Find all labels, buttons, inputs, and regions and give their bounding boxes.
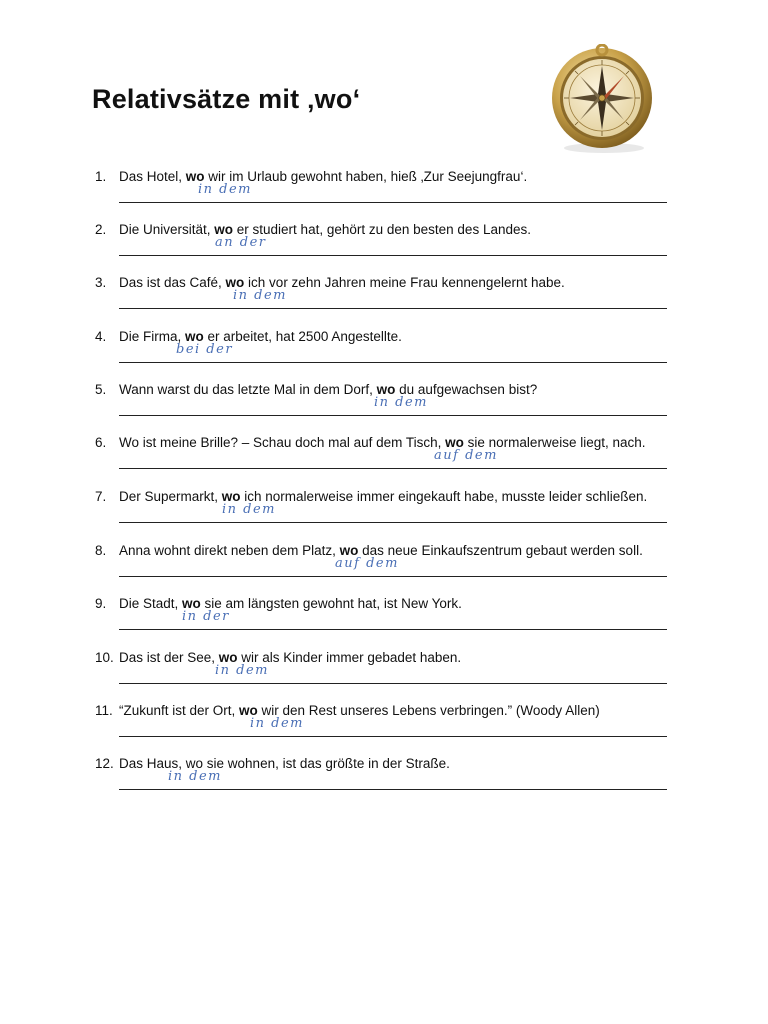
- handwritten-answer: in dem: [215, 663, 270, 678]
- list-item: [0, 168, 768, 222]
- answer-line[interactable]: [119, 468, 667, 469]
- list-item: [0, 755, 768, 809]
- item-number: 10.: [95, 650, 114, 665]
- page-title: Relativsätze mit ‚wo‘: [92, 84, 361, 114]
- item-number: 11.: [95, 703, 113, 718]
- item-sentence: Wo ist meine Brille? – Schau doch mal auf dem Tisch, wo sie normalerweise liegt, nach.: [119, 435, 646, 450]
- handwritten-answer: in dem: [250, 716, 305, 731]
- list-item: [0, 221, 768, 275]
- handwritten-answer: an der: [215, 235, 267, 250]
- list-item: [0, 542, 768, 596]
- list-item: [0, 702, 768, 756]
- item-number: 8.: [95, 543, 107, 558]
- answer-line[interactable]: [119, 522, 667, 523]
- item-number: 6.: [95, 435, 107, 450]
- answer-line[interactable]: [119, 255, 667, 256]
- list-item: [0, 488, 768, 542]
- item-sentence: Die Universität, wo er studiert hat, gehört zu den besten des Landes.: [119, 222, 531, 237]
- item-sentence: Der Supermarkt, wo ich normalerweise immer eingekauft habe, musste leider schließen.: [119, 489, 648, 504]
- item-number: 4.: [95, 329, 107, 344]
- item-sentence: Die Stadt, wo sie am längsten gewohnt hat, ist New York.: [119, 596, 462, 611]
- item-sentence: Die Firma, wo er arbeitet, hat 2500 Angestellte.: [119, 329, 402, 344]
- item-sentence: Anna wohnt direkt neben dem Platz, wo das neue Einkaufszentrum gebaut werden soll.: [119, 543, 643, 558]
- item-sentence: Das Haus, wo sie wohnen, ist das größte in der Straße.: [119, 756, 450, 771]
- item-sentence: Wann warst du das letzte Mal in dem Dorf, wo du aufgewachsen bist?: [119, 382, 538, 397]
- handwritten-answer: auf dem: [434, 448, 498, 463]
- handwritten-answer: in dem: [374, 395, 429, 410]
- item-sentence: Das ist das Café, wo ich vor zehn Jahren meine Frau kennengelernt habe.: [119, 275, 565, 290]
- item-number: 5.: [95, 382, 107, 397]
- handwritten-answer: in der: [182, 609, 230, 624]
- answer-line[interactable]: [119, 576, 667, 577]
- item-number: 2.: [95, 222, 107, 237]
- handwritten-answer: in dem: [222, 502, 277, 517]
- list-item: [0, 595, 768, 649]
- item-sentence: “Zukunft ist der Ort, wo wir den Rest unseres Lebens verbringen.” (Woody Allen): [119, 703, 600, 718]
- list-item: [0, 328, 768, 382]
- item-number: 12.: [95, 756, 114, 771]
- answer-line[interactable]: [119, 415, 667, 416]
- answer-line[interactable]: [119, 789, 667, 790]
- list-item: [0, 381, 768, 435]
- item-number: 3.: [95, 275, 107, 290]
- handwritten-answer: in dem: [168, 769, 223, 784]
- handwritten-answer: bei der: [176, 342, 234, 357]
- list-item: [0, 434, 768, 488]
- list-item: [0, 274, 768, 328]
- handwritten-answer: in dem: [198, 182, 253, 197]
- list-item: [0, 649, 768, 703]
- item-sentence: Das Hotel, wo wir im Urlaub gewohnt haben, hieß ‚Zur Seejungfrau‘.: [119, 169, 528, 184]
- answer-line[interactable]: [119, 362, 667, 363]
- answer-line[interactable]: [119, 202, 667, 203]
- answer-line[interactable]: [119, 736, 667, 737]
- item-number: 9.: [95, 596, 107, 611]
- handwritten-answer: in dem: [233, 288, 288, 303]
- handwritten-answer: auf dem: [335, 556, 399, 571]
- answer-line[interactable]: [119, 629, 667, 630]
- answer-line[interactable]: [119, 308, 667, 309]
- answer-line[interactable]: [119, 683, 667, 684]
- item-number: 1.: [95, 169, 107, 184]
- item-sentence: Das ist der See, wo wir als Kinder immer gebadet haben.: [119, 650, 462, 665]
- item-number: 7.: [95, 489, 107, 504]
